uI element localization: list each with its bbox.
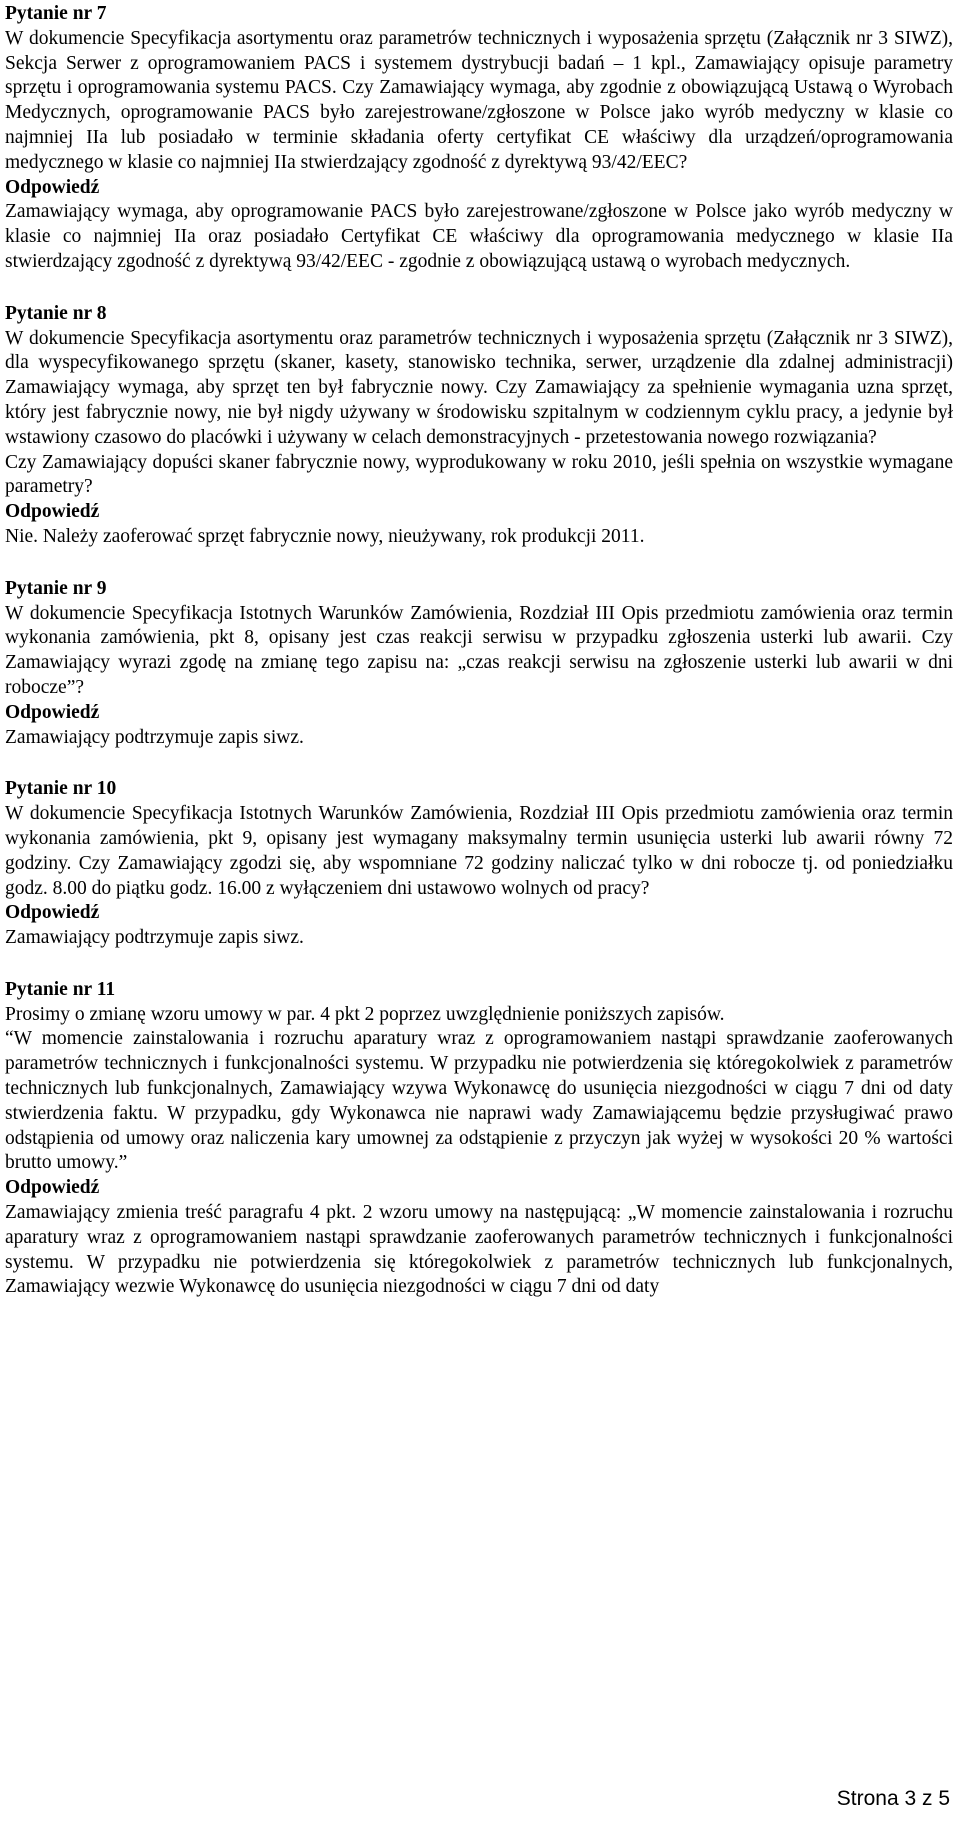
question-section-9 [5, 577, 953, 751]
answer-text: Nie. Należy zaoferować sprzęt fabrycznie nowy, nieużywany, rok produkcji 2011. [5, 525, 645, 547]
answer-label: Odpowiedź [5, 701, 100, 723]
question-section-7 [5, 2, 953, 275]
question-text: W dokumencie Specyfikacja Istotnych Warunków Zamówienia, Rozdział III Opis przedmiotu zamówienia oraz termin wykonania zamówienia, pkt 8, opisany jest czas reakcji serwisu w przypadku zgłoszenia usterki lub awarii. Czy Zamawiający wyrazi zgodę na zmianę tego zapisu na: „czas reakcji serwisu na zgłoszenie usterki lub awarii w dni robocze”? [5, 602, 953, 698]
page-number: Strona 3 z 5 [836, 1787, 950, 1810]
answer-label: Odpowiedź [5, 902, 100, 924]
question-section-8 [5, 302, 953, 550]
question-section-10 [5, 777, 953, 951]
answer-label: Odpowiedź [5, 176, 100, 198]
question-title: Pytanie nr 10 [5, 778, 117, 800]
question-text: Prosimy o zmianę wzoru umowy w par. 4 pkt 2 poprzez uwzględnienie poniższych zapisów. [5, 1003, 725, 1025]
document-page [5, 2, 953, 1327]
question-title: Pytanie nr 7 [5, 3, 107, 24]
question-text-followup: Czy Zamawiający dopuści skaner fabrycznie nowy, wyprodukowany w roku 2010, jeśli spełnia on wszystkie wymagane parametry? [5, 451, 953, 498]
answer-text: Zamawiający wymaga, aby oprogramowanie PACS było zarejestrowane/zgłoszone w Polsce jako wyrób medyczny w klasie co najmniej IIa oraz posiadało Certyfikat CE właściwy dla oprogramowania medycznego w klasie IIa stwierdzający zgodność z dyrektywą 93/42/EEC - zgodnie z obowiązującą ustawą o wyrobach medycznych. [5, 201, 953, 272]
question-quote: “W momencie zainstalowania i rozruchu aparatury wraz z oprogramowaniem nastąpi sprawdzanie zaoferowanych parametrów technicznych i funkcjonalności systemu. W przypadku nie potwierdzenia się któregokolwiek z parametrów technicznych lub funkcjonalnych, Zamawiający wzywa Wykonawcę do usunięcia niezgodności w ciągu 7 dni od daty stwierdzenia faktu. W przypadku, gdy Wykonawca nie naprawi wady Zamawiającemu będzie przysługiwać prawo odstąpienia od umowy oraz naliczenia kary umownej za odstąpienie z przyczyn jak wyżej w wysokości 20 % wartości brutto umowy.” [5, 1028, 953, 1174]
question-title: Pytanie nr 8 [5, 302, 107, 324]
answer-text: Zamawiający podtrzymuje zapis siwz. [5, 726, 304, 748]
question-text: W dokumencie Specyfikacja asortymentu oraz parametrów technicznych i wyposażenia sprzętu (Załącznik nr 3 SIWZ), dla wyspecyfikowanego sprzętu (skaner, kasety, stanowisko technika, serwer, urządzenie dla zdalnej administracji) Zamawiający wymaga, aby sprzęt ten był fabrycznie nowy. Czy Zamawiający za spełnienie wymagania uzna sprzęt, który jest fabrycznie nowy, nie był nigdy używany w środowisku szpitalnym w codziennym cyklu pracy, a jedynie był wstawiony czasowo do placówki i używany w celach demonstracyjnych - przetestowania nowego rozwiązania? [5, 327, 953, 448]
question-text: W dokumencie Specyfikacja asortymentu oraz parametrów technicznych i wyposażenia sprzętu (Załącznik nr 3 SIWZ), Sekcja Serwer z oprogramowaniem PACS i systemem dystrybucji badań – 1 kpl., Zamawiający opisuje parametry sprzętu i oprogramowania systemu PACS. Czy Zamawiający wymaga, aby zgodnie z obowiązującą Ustawą o Wyrobach Medycznych, oprogramowanie PACS było zarejestrowane/zgłoszone w Polsce jako wyrób medyczny w klasie co najmniej IIa lub posiadało w terminie składania oferty certyfikat CE właściwy dla urządzeń/oprogramowania medycznego w klasie co najmniej IIa stwierdzający zgodność z dyrektywą 93/42/EEC? [5, 27, 953, 173]
question-title: Pytanie nr 9 [5, 577, 107, 599]
answer-text: Zamawiający zmienia treść paragrafu 4 pkt. 2 wzoru umowy na następującą: „W momencie zainstalowania i rozruchu aparatury wraz z oprogramowaniem nastąpi sprawdzanie zaoferowanych parametrów technicznych i funkcjonalności systemu. W przypadku nie potwierdzenia się któregokolwiek z parametrów technicznych lub funkcjonalnych, Zamawiający wezwie Wykonawcę do usunięcia niezgodności w ciągu 7 dni od daty [5, 1202, 953, 1298]
question-title: Pytanie nr 11 [5, 978, 116, 1000]
answer-label: Odpowiedź [5, 501, 100, 523]
question-section-11 [5, 978, 953, 1300]
answer-text: Zamawiający podtrzymuje zapis siwz. [5, 927, 304, 949]
question-text: W dokumencie Specyfikacja Istotnych Warunków Zamówienia, Rozdział III Opis przedmiotu zamówienia oraz termin wykonania zamówienia, pkt 9, opisany jest wymagany maksymalny termin usunięcia usterki lub awarii równy 72 godziny. Czy Zamawiający zgodzi się, aby wspomniane 72 godziny naliczać tylko w dni robocze tj. od poniedziałku godz. 8.00 do piątku godz. 16.00 z wyłączeniem dni ustawowo wolnych od pracy? [5, 803, 953, 899]
answer-label: Odpowiedź [5, 1177, 100, 1199]
